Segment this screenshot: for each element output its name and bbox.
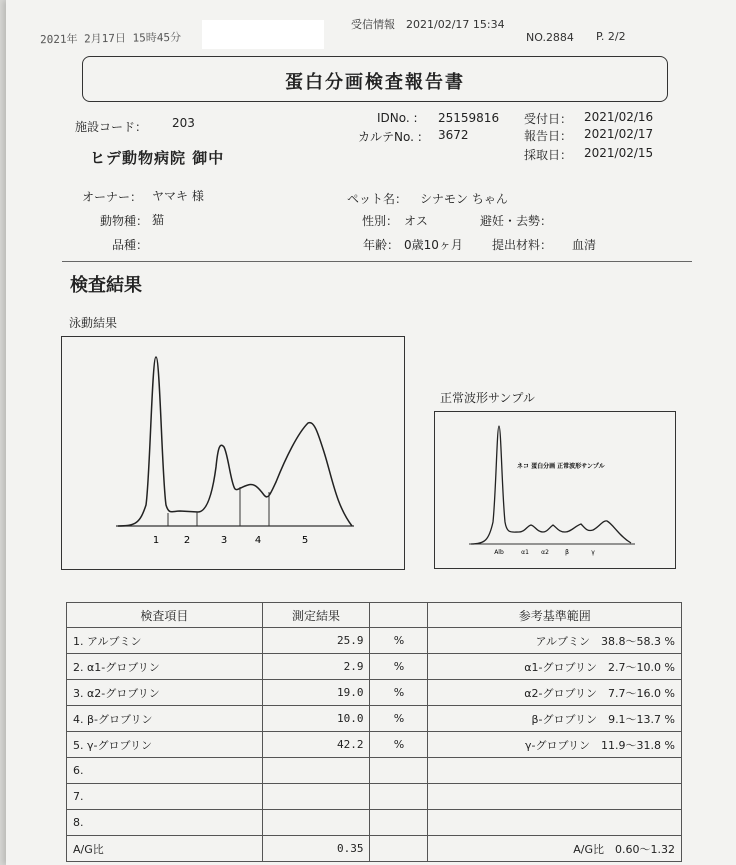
results-table <box>66 602 682 862</box>
sample-label-alb: Alb <box>494 549 504 556</box>
sample-inner-title: ネコ 蛋白分画 正常波形サンプル <box>517 463 605 470</box>
table-row <box>67 758 682 784</box>
header-unit <box>370 603 428 628</box>
fraction-label-5: 5 <box>301 535 309 546</box>
reference-range: γ-グロブリン 11.9〜31.8 % <box>428 732 682 758</box>
sample-svg <box>435 412 675 568</box>
chart-title-result: 泳動結果 <box>69 316 118 330</box>
age-value: 0歳10ヶ月 <box>404 238 463 252</box>
result-unit <box>370 810 428 836</box>
facility-code: 203 <box>172 116 195 130</box>
sex-label: 性別： <box>362 214 399 228</box>
pet-value: シナモン ちゃん <box>420 192 508 206</box>
result-unit: % <box>370 628 428 654</box>
result-item: 6. <box>67 758 263 784</box>
fraction-label-3: 3 <box>220 535 228 546</box>
sample-label-g: γ <box>591 549 595 556</box>
sample-chart <box>434 411 676 569</box>
facility-code-label: 施設コード： <box>75 120 148 134</box>
sample-label-a2: α2 <box>541 549 549 556</box>
page-number: P. 2/2 <box>596 30 626 43</box>
result-item: 5. γ-グロブリン <box>67 732 263 758</box>
table-header-row <box>67 603 682 628</box>
result-unit <box>370 758 428 784</box>
report-page <box>6 0 736 865</box>
table-row <box>67 628 682 654</box>
result-unit <box>370 836 428 862</box>
redacted-area <box>202 20 324 49</box>
reference-range: A/G比 0.60〜1.32 <box>428 836 682 862</box>
table-row <box>67 706 682 732</box>
page-title: 蛋白分画検査報告書 <box>285 72 465 93</box>
result-item: 8. <box>67 810 263 836</box>
chart-title-sample: 正常波形サンプル <box>440 391 535 405</box>
table-row <box>67 654 682 680</box>
fax-timestamp: 2021年 2月17日 15時45分 <box>39 30 182 47</box>
reference-range: α2-グロブリン 7.7〜16.0 % <box>428 680 682 706</box>
sample-curve <box>471 426 631 544</box>
breed-label: 品種： <box>112 238 149 252</box>
section-divider <box>62 261 692 262</box>
section-title: 検査結果 <box>70 275 142 296</box>
result-value: 42.2 <box>262 732 370 758</box>
fax-number: NO.2884 <box>526 31 574 44</box>
id-label: IDNo. : <box>377 111 418 125</box>
material-value: 血清 <box>572 238 597 252</box>
sex-value: オス <box>404 214 428 228</box>
sample-label-a1: α1 <box>521 549 529 556</box>
received-info: 受信情報 2021/02/17 15:34 <box>351 18 505 31</box>
result-value: 19.0 <box>262 680 370 706</box>
table-row <box>67 680 682 706</box>
report-date: 2021/02/17 <box>584 127 654 141</box>
fraction-label-1: 1 <box>152 535 160 546</box>
table-row <box>67 784 682 810</box>
owner-value: ヤマキ 様 <box>152 189 204 203</box>
result-item: 1. アルブミン <box>67 628 263 654</box>
header-item: 検査項目 <box>67 603 263 628</box>
result-value <box>262 810 370 836</box>
reference-range <box>428 810 682 836</box>
result-item: 7. <box>67 784 263 810</box>
result-unit: % <box>370 654 428 680</box>
age-label: 年齢： <box>363 238 400 252</box>
karte-value: 3672 <box>438 128 469 142</box>
header-result: 測定結果 <box>262 603 370 628</box>
electrophoresis-svg <box>62 337 404 569</box>
table-row <box>67 836 682 862</box>
fraction-label-2: 2 <box>183 535 191 546</box>
reference-range <box>428 784 682 810</box>
received-date-label: 受付日： <box>524 112 573 126</box>
reference-range: β-グロブリン 9.1〜13.7 % <box>428 706 682 732</box>
species-label: 動物種： <box>100 214 149 228</box>
result-value: 2.9 <box>262 654 370 680</box>
hospital-name: ヒデ動物病院 御中 <box>90 149 225 167</box>
material-label: 提出材料： <box>492 238 553 252</box>
title-box <box>82 56 668 102</box>
result-value <box>262 758 370 784</box>
table-row <box>67 732 682 758</box>
header-reference: 参考基準範囲 <box>428 603 682 628</box>
owner-label: オーナー： <box>82 190 143 204</box>
neuter-label: 避妊・去勢： <box>480 214 553 228</box>
result-item: 3. α2-グロブリン <box>67 680 263 706</box>
reference-range <box>428 758 682 784</box>
report-date-label: 報告日： <box>524 129 573 143</box>
sample-label-b: β <box>565 549 569 556</box>
electrophoresis-chart <box>61 336 405 570</box>
fraction-label-4: 4 <box>254 535 262 546</box>
result-item: 2. α1-グロブリン <box>67 654 263 680</box>
result-value: 25.9 <box>262 628 370 654</box>
result-unit <box>370 784 428 810</box>
collect-date-label: 採取日： <box>524 148 573 162</box>
karte-label: カルテNo. : <box>358 130 422 144</box>
electrophoresis-curve <box>118 357 352 526</box>
reference-range: アルブミン 38.8〜58.3 % <box>428 628 682 654</box>
result-unit: % <box>370 680 428 706</box>
result-unit: % <box>370 706 428 732</box>
pet-label: ペット名： <box>347 192 408 206</box>
result-item: 4. β-グロブリン <box>67 706 263 732</box>
received-date: 2021/02/16 <box>584 110 654 124</box>
results-body <box>67 628 682 862</box>
result-item: A/G比 <box>67 836 263 862</box>
collect-date: 2021/02/15 <box>584 146 654 160</box>
result-value: 0.35 <box>262 836 370 862</box>
result-unit: % <box>370 732 428 758</box>
species-value: 猫 <box>152 213 165 227</box>
reference-range: α1-グロブリン 2.7〜10.0 % <box>428 654 682 680</box>
result-value: 10.0 <box>262 706 370 732</box>
result-value <box>262 784 370 810</box>
id-value: 25159816 <box>438 111 500 125</box>
table-row <box>67 810 682 836</box>
